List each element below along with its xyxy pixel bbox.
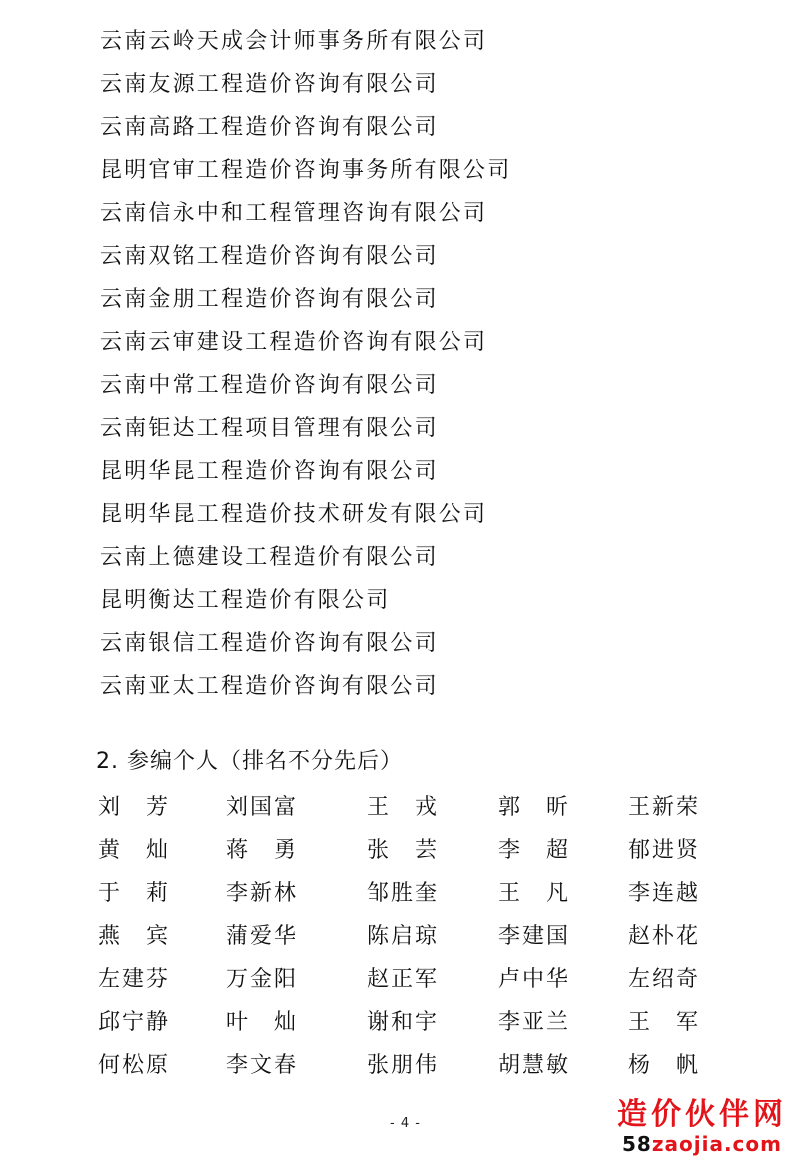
- contributor-row: [96, 1001, 716, 1044]
- contributor-row: [96, 915, 716, 958]
- contributor-row: [96, 958, 716, 1001]
- contributor-row: [96, 829, 716, 872]
- contributor-name: 黄 灿: [98, 838, 168, 863]
- contributor-name: 何 松 原: [98, 1053, 168, 1078]
- contributor-name: 郭 昕: [498, 795, 568, 820]
- contributor-name: 张 芸: [367, 838, 437, 863]
- company-item: 云南友源工程造价咨询有限公司: [100, 72, 439, 97]
- company-item: 昆明衡达工程造价有限公司: [100, 588, 391, 613]
- contributor-name: 蒲 爱 华: [226, 924, 296, 949]
- contributor-name: 王 新 荣: [628, 795, 698, 820]
- contributor-name: 卢 中 华: [498, 967, 568, 992]
- company-item: 云南金朋工程造价咨询有限公司: [100, 287, 439, 312]
- contributor-name: 王 凡: [498, 881, 568, 906]
- contributor-name: 李 超: [498, 838, 568, 863]
- company-item: 云南双铭工程造价咨询有限公司: [100, 244, 439, 269]
- contributor-name: 邹 胜 奎: [367, 881, 437, 906]
- company-item: 云南亚太工程造价咨询有限公司: [100, 674, 439, 699]
- company-item: 云南信永中和工程管理咨询有限公司: [100, 201, 488, 226]
- page-number: - 4 -: [390, 1116, 421, 1131]
- contributor-name: 左 建 芬: [98, 967, 168, 992]
- contributor-name: 于 莉: [98, 881, 168, 906]
- watermark-url-number: 58: [622, 1132, 652, 1156]
- contributor-name: 赵 正 军: [367, 967, 437, 992]
- watermark-title: 造价伙伴网: [617, 1097, 787, 1132]
- company-item: 云南上德建设工程造价有限公司: [100, 545, 439, 570]
- watermark-url: [612, 1132, 792, 1156]
- contributor-name: 陈 启 琼: [367, 924, 437, 949]
- contributor-name: 李 文 春: [226, 1053, 296, 1078]
- company-item: 云南云审建设工程造价咨询有限公司: [100, 330, 488, 355]
- contributor-name: 李 连 越: [628, 881, 698, 906]
- contributor-name: 杨 帆: [628, 1053, 698, 1078]
- contributor-name: 李 新 林: [226, 881, 296, 906]
- contributor-name: 叶 灿: [226, 1010, 296, 1035]
- watermark-url-domain: zaojia.com: [651, 1132, 782, 1156]
- company-item: 昆明官审工程造价咨询事务所有限公司: [100, 158, 512, 183]
- contributor-name: 刘 芳: [98, 795, 168, 820]
- company-item: 云南高路工程造价咨询有限公司: [100, 115, 439, 140]
- contributor-name: 王 军: [628, 1010, 698, 1035]
- contributor-name: 李 建 国: [498, 924, 568, 949]
- contributor-name: 左 绍 奇: [628, 967, 698, 992]
- contributor-grid: [96, 786, 716, 1087]
- contributor-name: 胡 慧 敏: [498, 1053, 568, 1078]
- company-item: 云南中常工程造价咨询有限公司: [100, 373, 439, 398]
- contributor-name: 蒋 勇: [226, 838, 296, 863]
- contributor-name: 燕 宾: [98, 924, 168, 949]
- company-item: 云南云岭天成会计师事务所有限公司: [100, 29, 488, 54]
- contributor-name: 万 金 阳: [226, 967, 296, 992]
- contributor-name: 谢 和 宇: [367, 1010, 437, 1035]
- contributor-row: [96, 1044, 716, 1087]
- company-item: 昆明华昆工程造价技术研发有限公司: [100, 502, 488, 527]
- contributor-row: [96, 786, 716, 829]
- contributor-name: 郁 进 贤: [628, 838, 698, 863]
- contributor-name: 王 戎: [367, 795, 437, 820]
- section-heading: 2. 参编个人（排名不分先后）: [96, 749, 403, 774]
- company-item: 云南钜达工程项目管理有限公司: [100, 416, 439, 441]
- contributor-name: 李 亚 兰: [498, 1010, 568, 1035]
- contributor-name: 赵 朴 花: [628, 924, 698, 949]
- company-item: 昆明华昆工程造价咨询有限公司: [100, 459, 439, 484]
- company-item: 云南银信工程造价咨询有限公司: [100, 631, 439, 656]
- company-list: [100, 20, 700, 708]
- watermark-logo: [612, 1098, 792, 1156]
- contributor-name: 张 朋 伟: [367, 1053, 437, 1078]
- contributor-row: [96, 872, 716, 915]
- contributor-name: 刘 国 富: [226, 795, 296, 820]
- contributor-name: 邱 宁 静: [98, 1010, 168, 1035]
